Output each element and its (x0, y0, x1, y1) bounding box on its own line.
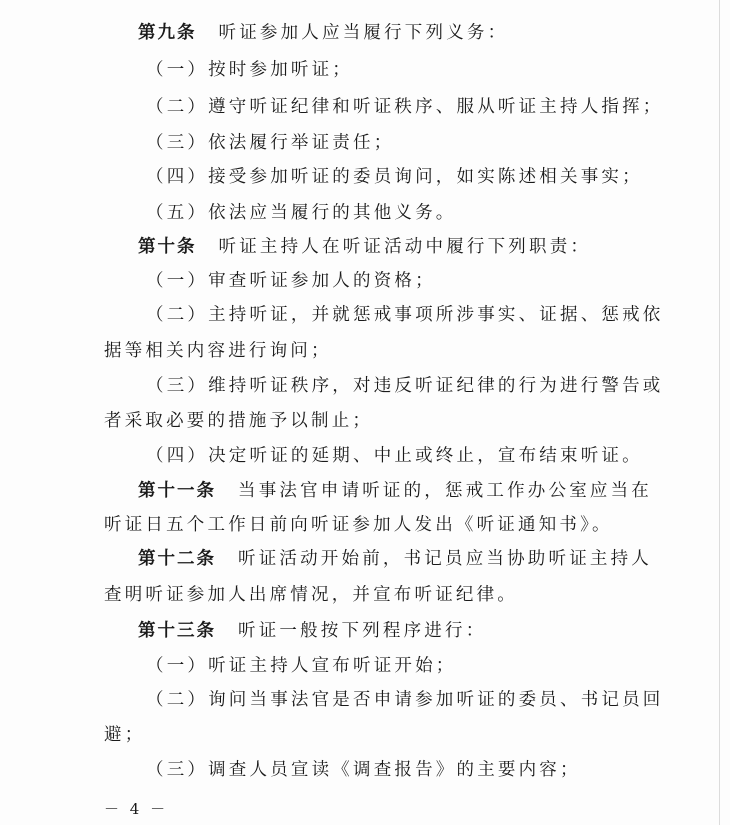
article-9-item-2: （二）遵守听证纪律和听证秩序、服从听证主持人指挥； (146, 97, 664, 117)
article-10-item-2-line-1: （二）主持听证，并就惩戒事项所涉事实、证据、惩戒依 (146, 305, 664, 325)
article-10-item-3-line-1: （三）维持听证秩序，对违反听证纪律的行为进行警告或 (146, 376, 664, 396)
page-number: － 4 － (104, 800, 169, 818)
article-13-heading (138, 620, 486, 642)
article-10-item-1: （一）审查听证参加人的资格； (146, 271, 436, 291)
article-11-line-2: 听证日五个工作日前向听证参加人发出《听证通知书》。 (104, 515, 613, 535)
article-9-item-5: （五）依法应当履行的其他义务。 (146, 203, 457, 223)
article-11-text-1: 当事法官申请听证的，惩戒工作办公室应当在 (238, 481, 652, 501)
article-10-item-4: （四）决定听证的延期、中止或终止，宣布结束听证。 (146, 446, 643, 466)
article-9-item-3: （三）依法履行举证责任； (146, 133, 395, 153)
article-13-item-2-line-2: 避； (104, 725, 146, 745)
article-12-text-1: 听证活动开始前，书记员应当协助听证主持人 (238, 549, 652, 569)
article-13-item-1: （一）听证主持人宣布听证开始； (146, 656, 457, 676)
article-13-heading-text: 听证一般按下列程序进行： (238, 621, 487, 641)
article-13-item-3: （三）调查人员宣读《调查报告》的主要内容； (146, 760, 581, 780)
article-12-line-2: 查明听证参加人出席情况，并宣布听证纪律。 (104, 585, 518, 605)
article-12-number: 第十二条 (138, 549, 216, 569)
article-10-number: 第十条 (138, 237, 197, 257)
page-edge-line (719, 0, 720, 825)
article-12-line-1 (138, 548, 652, 570)
article-9-heading-text: 听证参加人应当履行下列义务： (218, 23, 509, 43)
article-10-item-2-line-2: 据等相关内容进行询问； (104, 341, 332, 361)
article-13-item-2-line-1: （二）询问当事法官是否申请参加听证的委员、书记员回 (146, 690, 664, 710)
article-13-number: 第十三条 (138, 621, 216, 641)
article-11-number: 第十一条 (138, 481, 216, 501)
article-10-item-3-line-2: 者采取必要的措施予以制止； (104, 411, 374, 431)
article-9-item-1: （一）按时参加听证； (146, 60, 353, 80)
article-10-heading (138, 236, 591, 258)
article-9-heading (138, 22, 508, 44)
article-9-number: 第九条 (138, 23, 197, 43)
article-9-item-4: （四）接受参加听证的委员询问，如实陈述相关事实； (146, 167, 643, 187)
article-10-heading-text: 听证主持人在听证活动中履行下列职责： (218, 237, 592, 257)
article-11-line-1 (138, 480, 652, 502)
